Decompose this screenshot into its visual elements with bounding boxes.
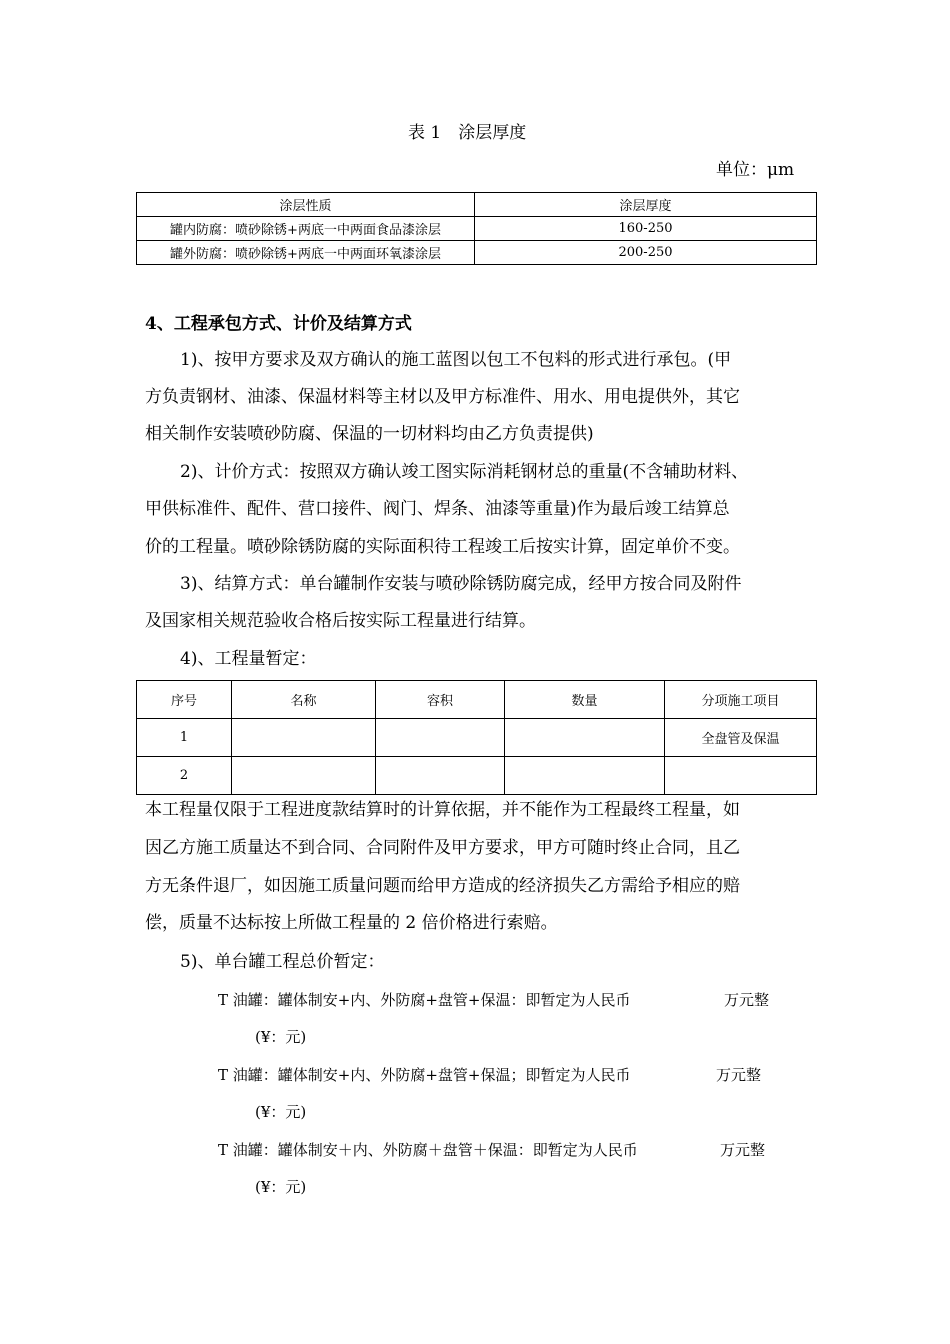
table-cell [376, 757, 505, 795]
table-header-cell: 涂层性质 [137, 193, 475, 217]
paragraph-line: 价的工程量。喷砂除锈防腐的实际面积待工程竣工后按实计算，固定单价不变。 [145, 537, 740, 557]
table-cell: 200-250 [475, 241, 817, 265]
table-header-cell: 序号 [137, 681, 232, 719]
table-header-cell: 分项施工项目 [665, 681, 817, 719]
table-row [137, 757, 817, 795]
paragraph-line: 4)、工程量暂定： [180, 649, 317, 669]
price-item-tail: 万元整 [716, 1066, 762, 1084]
price-item-text: T 油罐：罐体制安+内、外防腐+盘管+保温：即暂定为人民币 [218, 991, 631, 1009]
price-item-text: T 油罐：罐体制安＋内、外防腐＋盘管＋保温：即暂定为人民币 [218, 1141, 638, 1159]
table-header-cell: 数量 [505, 681, 665, 719]
paragraph-line: 相关制作安装喷砂防腐、保温的一切材料均由乙方负责提供) [145, 424, 594, 444]
coating-thickness-table [136, 192, 817, 265]
table1-unit: 单位：μm [716, 160, 795, 180]
table-cell [376, 719, 505, 757]
table-cell: 1 [137, 719, 232, 757]
table-header-row [137, 681, 817, 719]
table-cell [232, 757, 376, 795]
section4-heading: 4、工程承包方式、计价及结算方式 [145, 314, 412, 334]
paragraph-line: 因乙方施工质量达不到合同、合同附件及甲方要求，甲方可随时终止合同，且乙 [145, 838, 740, 858]
table-row [137, 241, 817, 265]
price-item-text: T 油罐：罐体制安+内、外防腐+盘管+保温；即暂定为人民币 [218, 1066, 631, 1084]
table-header-cell: 容积 [376, 681, 505, 719]
quantity-table [136, 680, 817, 795]
paragraph-line: 3)、结算方式：单台罐制作安装与喷砂除锈防腐完成，经甲方按合同及附件 [180, 574, 742, 594]
section5-heading: 5)、单台罐工程总价暂定： [180, 952, 385, 972]
paragraph-line: 及国家相关规范验收合格后按实际工程量进行结算。 [145, 611, 536, 631]
price-item-sub: (¥：元) [255, 1103, 307, 1121]
table-cell: 2 [137, 757, 232, 795]
table1-title: 表 1 涂层厚度 [408, 123, 527, 143]
table-row [137, 217, 817, 241]
paragraph-line: 偿，质量不达标按上所做工程量的 2 倍价格进行索赔。 [145, 913, 558, 933]
table-cell [665, 757, 817, 795]
paragraph-line: 方无条件退厂，如因施工质量问题而给甲方造成的经济损失乙方需给予相应的赔 [145, 876, 740, 896]
paragraph-line: 方负责钢材、油漆、保温材料等主材以及甲方标准件、用水、用电提供外，其它 [145, 387, 740, 407]
table-header-cell: 名称 [232, 681, 376, 719]
table-cell [505, 719, 665, 757]
table-cell: 罐内防腐：喷砂除锈+两底一中两面食品漆涂层 [137, 217, 475, 241]
paragraph-line: 甲供标准件、配件、营口接件、阀门、焊条、油漆等重量)作为最后竣工结算总 [145, 499, 730, 519]
table-cell [232, 719, 376, 757]
paragraph-line: 1)、按甲方要求及双方确认的施工蓝图以包工不包料的形式进行承包。(甲 [180, 350, 732, 370]
price-item-tail: 万元整 [724, 991, 770, 1009]
table-header-row [137, 193, 817, 217]
price-item-sub: (¥：元) [255, 1178, 307, 1196]
paragraph-line: 本工程量仅限于工程进度款结算时的计算依据，并不能作为工程最终工程量，如 [145, 800, 740, 820]
table-row [137, 719, 817, 757]
table-cell: 全盘管及保温 [665, 719, 817, 757]
table-cell: 罐外防腐：喷砂除锈+两底一中两面环氧漆涂层 [137, 241, 475, 265]
price-item-sub: (¥：元) [255, 1028, 307, 1046]
table-cell: 160-250 [475, 217, 817, 241]
table-header-cell: 涂层厚度 [475, 193, 817, 217]
paragraph-line: 2)、计价方式：按照双方确认竣工图实际消耗钢材总的重量(不含辅助材料、 [180, 462, 749, 482]
table-cell [505, 757, 665, 795]
price-item-tail: 万元整 [720, 1141, 766, 1159]
